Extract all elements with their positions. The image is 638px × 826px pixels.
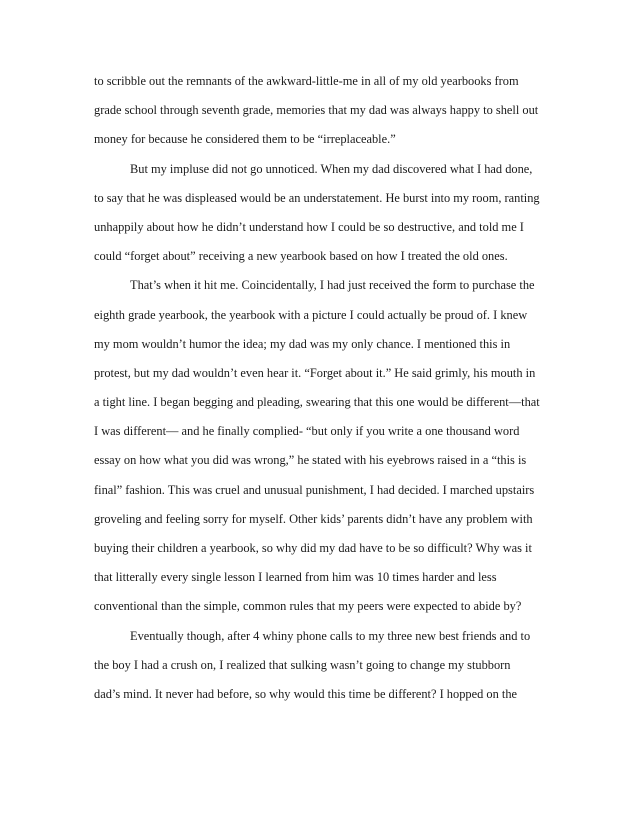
text-line: final” fashion. This was cruel and unusual punishment, I had decided. I marched upstairs: [94, 482, 535, 497]
text-line: the boy I had a crush on, I realized that sulking wasn’t going to change my stubborn: [94, 657, 511, 672]
text-line: unhappily about how he didn’t understand how I could be so destructive, and told me I: [94, 219, 524, 234]
text-line: that litterally every single lesson I learned from him was 10 times harder and less: [94, 570, 497, 585]
text-line: That’s when it hit me. Coincidentally, I had just received the form to purchase the: [130, 278, 535, 293]
text-line: eighth grade yearbook, the yearbook with a picture I could actually be proud of. I knew: [94, 307, 528, 322]
text-line: my mom wouldn’t humor the idea; my dad was my only chance. I mentioned this in: [94, 336, 511, 351]
text-line: groveling and feeling sorry for myself. Other kids’ parents didn’t have any problem with: [94, 511, 533, 526]
text-line: essay on how what you did was wrong,” he stated with his eyebrows raised in a “this is: [94, 453, 527, 468]
text-line: a tight line. I began begging and pleading, swearing that this one would be different—that: [94, 395, 540, 410]
text-line: could “forget about” receiving a new yearbook based on how I treated the old ones.: [94, 249, 508, 264]
text-line: Eventually though, after 4 whiny phone calls to my three new best friends and to: [130, 628, 531, 643]
essay-body-text: [94, 67, 544, 709]
text-line: protest, but my dad wouldn’t even hear it. “Forget about it.” He said grimly, his mouth in: [94, 365, 536, 380]
text-line: money for because he considered them to be “irreplaceable.”: [94, 132, 396, 147]
text-line: conventional than the simple, common rules that my peers were expected to abide by?: [94, 599, 522, 614]
text-line: grade school through seventh grade, memories that my dad was always happy to shell out: [94, 103, 539, 118]
text-line: But my impluse did not go unnoticed. When my dad discovered what I had done,: [130, 161, 533, 176]
text-line: buying their children a yearbook, so why did my dad have to be so difficult? Why was it: [94, 541, 532, 555]
text-line: dad’s mind. It never had before, so why would this time be different? I hopped on the: [94, 686, 518, 701]
text-line: to say that he was displeased would be an understatement. He burst into my room, ranting: [94, 190, 540, 205]
text-line: to scribble out the remnants of the awkward-little-me in all of my old yearbooks from: [94, 74, 519, 88]
text-line: I was different— and he finally complied- “but only if you write a one thousand word: [94, 424, 520, 439]
